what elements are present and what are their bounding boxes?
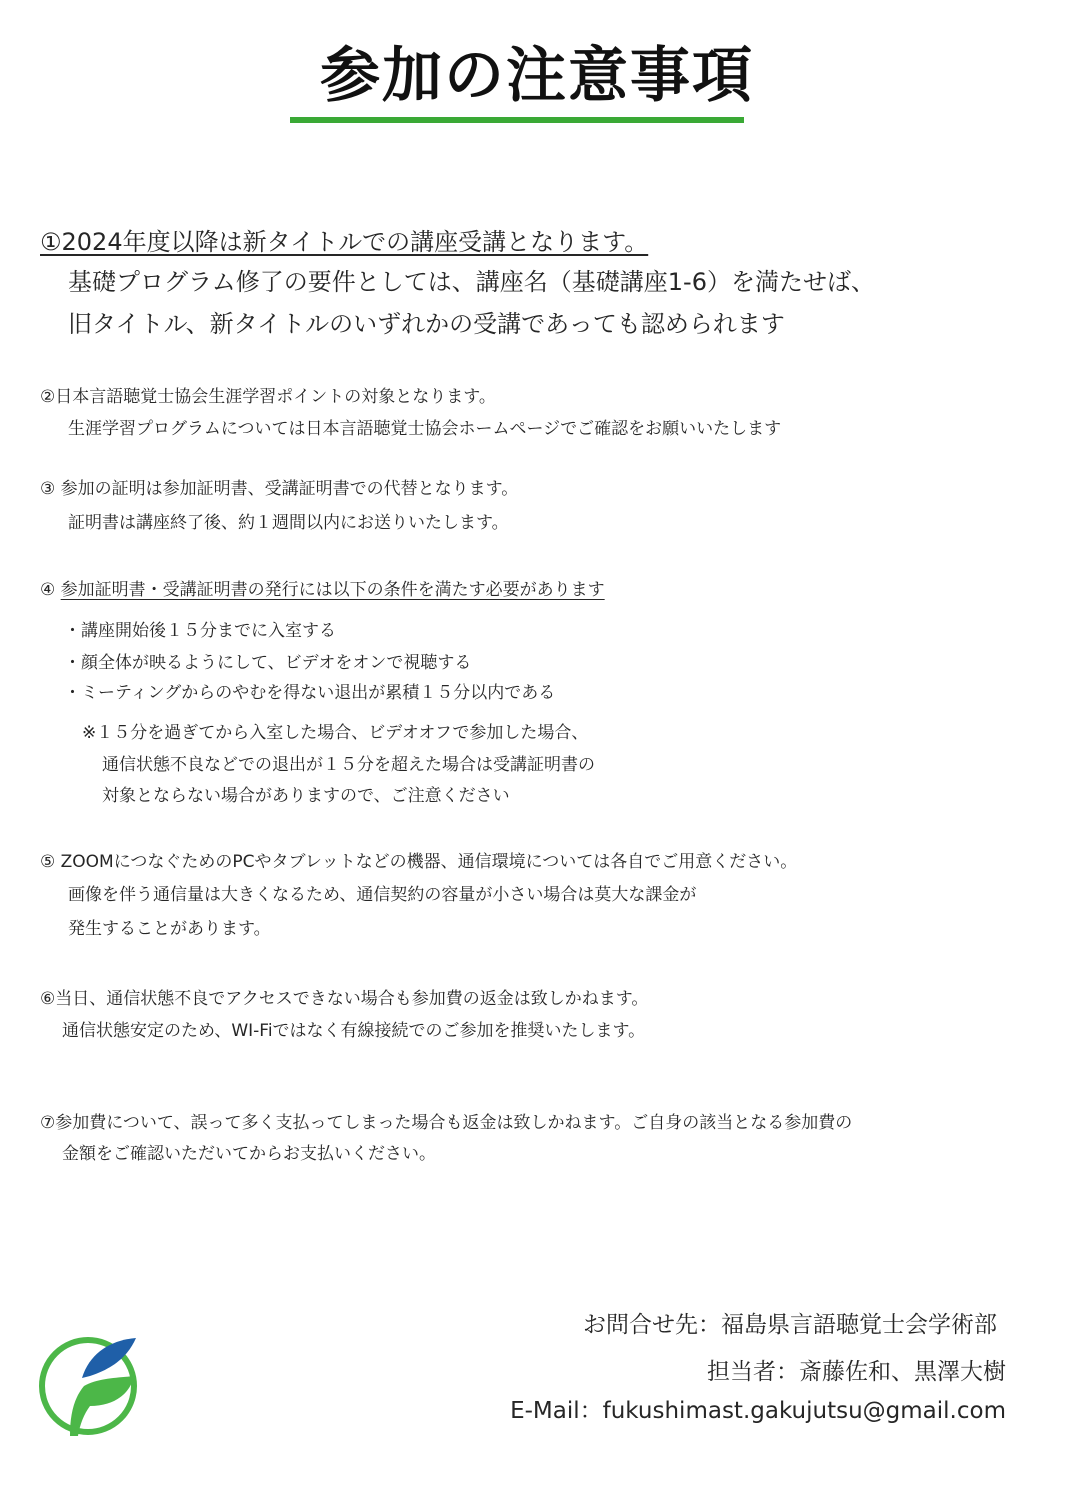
- section-4-bullet-3: ・ミーティングからのやむを得ない退出が累積１５分以内である: [64, 683, 556, 703]
- section-4-heading: [40, 578, 605, 602]
- section-3-heading: ③ 参加の証明は参加証明書、受講証明書での代替となります。: [40, 479, 519, 499]
- section-6-heading: ⑥当日、通信状態不良でアクセスできない場合も参加費の返金は致しかねます。: [40, 989, 649, 1009]
- section-3-line-1: 証明書は講座終了後、約１週間以内にお送りいたします。: [68, 513, 509, 533]
- section-7-line-1: 金額をご確認いただいてからお支払いください。: [62, 1144, 436, 1164]
- leaf-logo-icon: [36, 1334, 140, 1438]
- section-2-line-1: 生涯学習プログラムについては日本言語聴覚士協会ホームページでご確認をお願いいたします: [68, 419, 782, 439]
- section-5-line-2: 発生することがあります。: [68, 919, 271, 939]
- page-title-wrap: [0, 38, 1074, 114]
- section-4-bullet-1: ・講座開始後１５分までに入室する: [64, 621, 336, 641]
- section-2-heading: ②日本言語聴覚士協会生涯学習ポイントの対象となります。: [40, 387, 496, 407]
- contact-inquiry: お問合せ先：福島県言語聴覚士会学術部: [583, 1312, 997, 1338]
- section-5-heading: ⑤ ZOOMにつなぐためのPCやタブレットなどの機器、通信環境については各自でご用意ください。: [40, 852, 798, 872]
- section-4-bullet-2: ・顔全体が映るようにして、ビデオをオンで視聴する: [64, 653, 472, 673]
- section-4-note-1: ※１５分を過ぎてから入室した場合、ビデオオフで参加した場合、: [82, 723, 589, 743]
- contact-person: 担当者：斎藤佐和、黒澤大樹: [707, 1359, 1006, 1385]
- section-1-line-2: 旧タイトル、新タイトルのいずれかの受講であっても認められます: [68, 310, 785, 338]
- section-1-heading: ①2024年度以降は新タイトルでの講座受講となります。: [40, 228, 649, 256]
- section-6-line-1: 通信状態安定のため、WI-Fiではなく有線接続でのご参加を推奨いたします。: [62, 1021, 646, 1041]
- section-1-line-1: 基礎プログラム修了の要件としては、講座名（基礎講座1-6）を満たせば、: [68, 268, 875, 296]
- title-underline: [290, 117, 744, 123]
- page-title: 参加の注意事項: [320, 41, 754, 111]
- contact-email: E-Mail：fukushimast.gakujutsu@gmail.com: [510, 1398, 1006, 1424]
- section-4-note-3: 対象とならない場合がありますので、ご注意ください: [102, 786, 510, 806]
- section-4-heading-text: 参加証明書・受講証明書の発行には以下の条件を満たす必要があります: [60, 580, 605, 600]
- section-7-heading: ⑦参加費について、誤って多く支払ってしまった場合も返金は致しかねます。ご自身の該当となる参加費の: [40, 1113, 853, 1133]
- section-4-heading-number: ④: [40, 580, 61, 600]
- section-5-line-1: 画像を伴う通信量は大きくなるため、通信契約の容量が小さい場合は莫大な課金が: [68, 885, 697, 905]
- section-4-note-2: 通信状態不良などでの退出が１５分を超えた場合は受講証明書の: [102, 755, 595, 775]
